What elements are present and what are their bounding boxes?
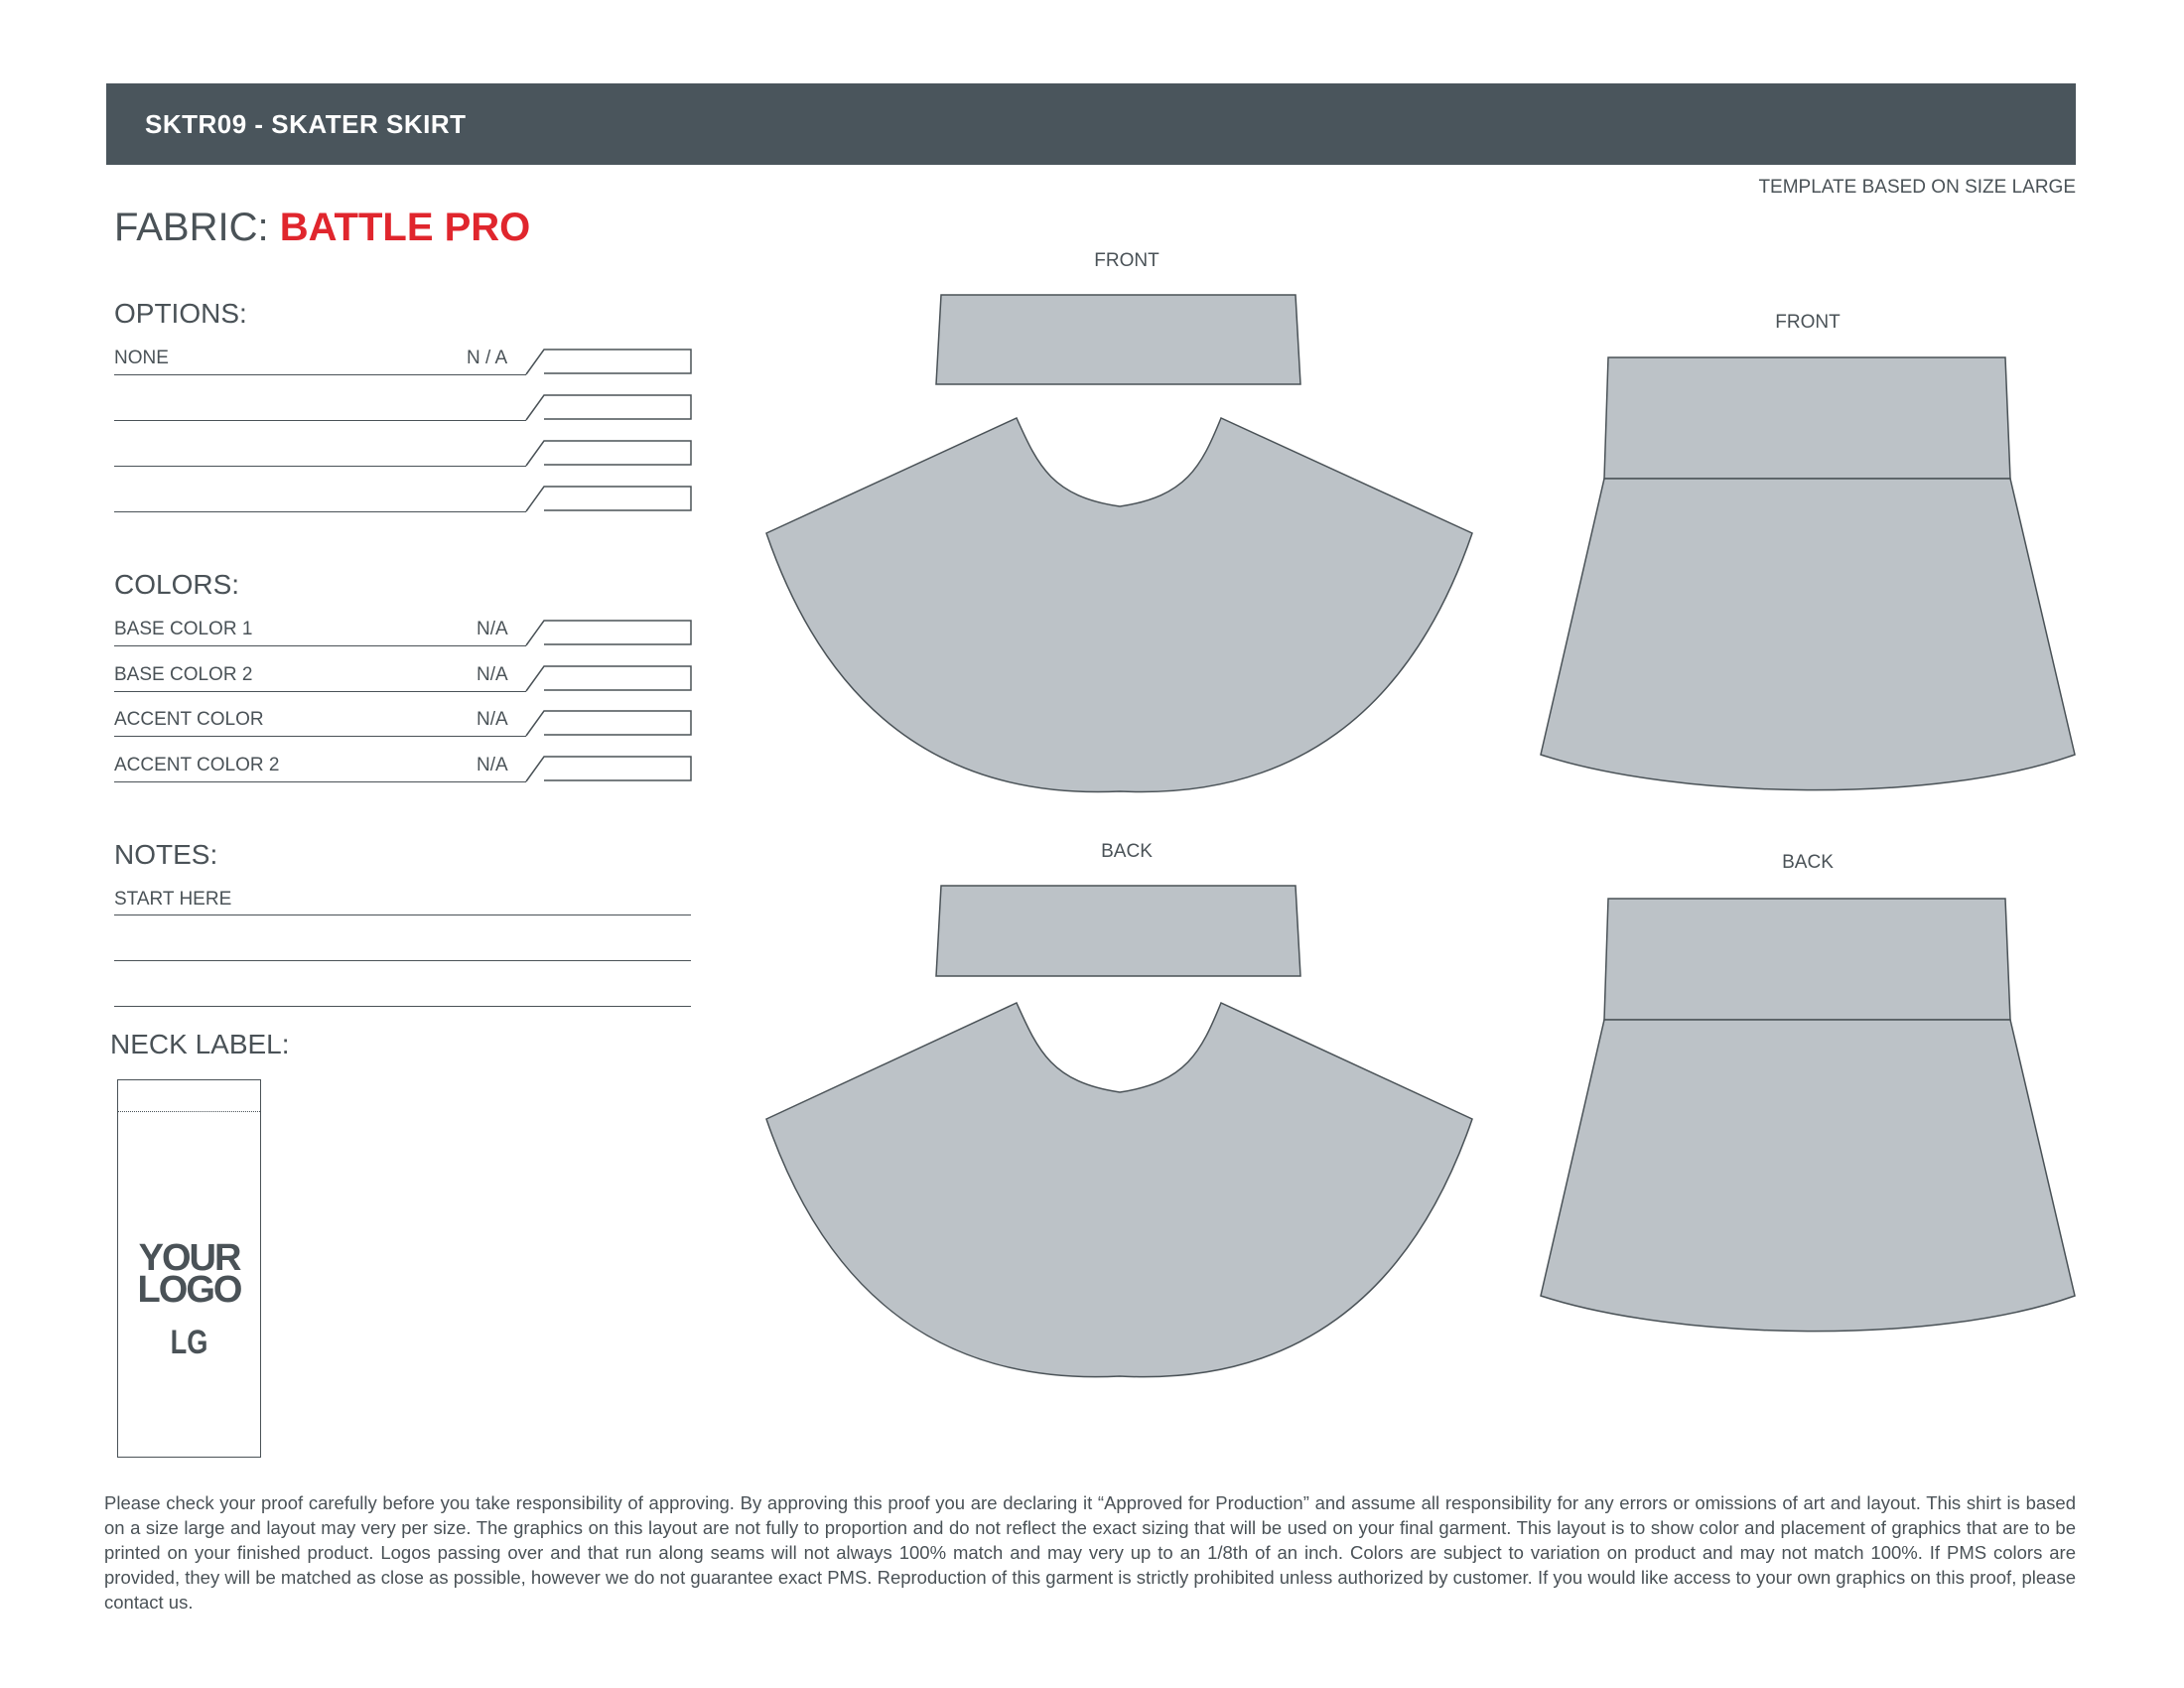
page-title: SKTR09 - SKATER SKIRT	[145, 109, 467, 139]
garment-back-waistband	[1604, 899, 2010, 1020]
color-label: BASE COLOR 1	[114, 619, 253, 639]
logo-line-1: YOUR	[138, 1237, 240, 1279]
neck-label-size: LG	[170, 1324, 208, 1361]
color-value: N/A	[477, 709, 508, 730]
notes-line: START HERE	[114, 889, 232, 910]
color-label: BASE COLOR 2	[114, 664, 253, 685]
pattern-front-label: FRONT	[1094, 250, 1160, 271]
color-label: ACCENT COLOR 2	[114, 755, 280, 775]
front-skirt-piece	[766, 418, 1472, 792]
notes-title: NOTES:	[114, 839, 218, 870]
garment-front-label: FRONT	[1775, 312, 1841, 333]
garment-front-drawing	[1541, 357, 2075, 790]
front-waistband-piece	[936, 295, 1300, 384]
fabric-value: BATTLE PRO	[279, 206, 531, 249]
disclaimer-text: Please check your proof carefully before you take responsibility of approving. By approving this proof you are declaring it “Approved for Production” and assume all responsibility for any errors or omissions of art and layout. This shirt is based on a size large and layout may very per size. The graphics on this layout are not fully to proportion and do not reflect the exact sizing that will be used on your final garment. This layout is to show color and placement of graphics that are to be printed on your finished product. Logos passing over and that run along seams will not always 100% match and may very up to an 1/8th of an inch. Colors are subject to variation on product and may not match 100%. If PMS colors are provided, they will be matched as close as possible, however we do not guarantee exact PMS. Reproduction of this garment is strictly prohibited unless authorized by customer. If you would like access to your own graphics on this proof, please contact us.	[104, 1492, 2076, 1613]
garment-front-skirt	[1541, 479, 2075, 790]
options-title: OPTIONS:	[114, 298, 247, 329]
logo-line-2: LOGO	[137, 1269, 241, 1311]
pattern-back-label: BACK	[1101, 841, 1153, 862]
option-value: N / A	[467, 348, 508, 368]
garment-back-skirt	[1541, 1020, 2075, 1332]
garment-back-label: BACK	[1782, 852, 1834, 873]
neck-label-title: NECK LABEL:	[110, 1029, 290, 1059]
color-label: ACCENT COLOR	[114, 709, 264, 730]
colors-title: COLORS:	[114, 569, 240, 600]
template-size-note: TEMPLATE BASED ON SIZE LARGE	[1758, 177, 2076, 198]
color-value: N/A	[477, 664, 508, 685]
back-waistband-piece	[936, 886, 1300, 976]
fabric-label: FABRIC:	[114, 206, 269, 249]
color-value: N/A	[477, 755, 508, 775]
garment-back-drawing	[1541, 899, 2075, 1332]
color-value: N/A	[477, 619, 508, 639]
garment-front-waistband	[1604, 357, 2010, 479]
option-label: NONE	[114, 348, 169, 368]
back-skirt-piece	[766, 1003, 1472, 1377]
